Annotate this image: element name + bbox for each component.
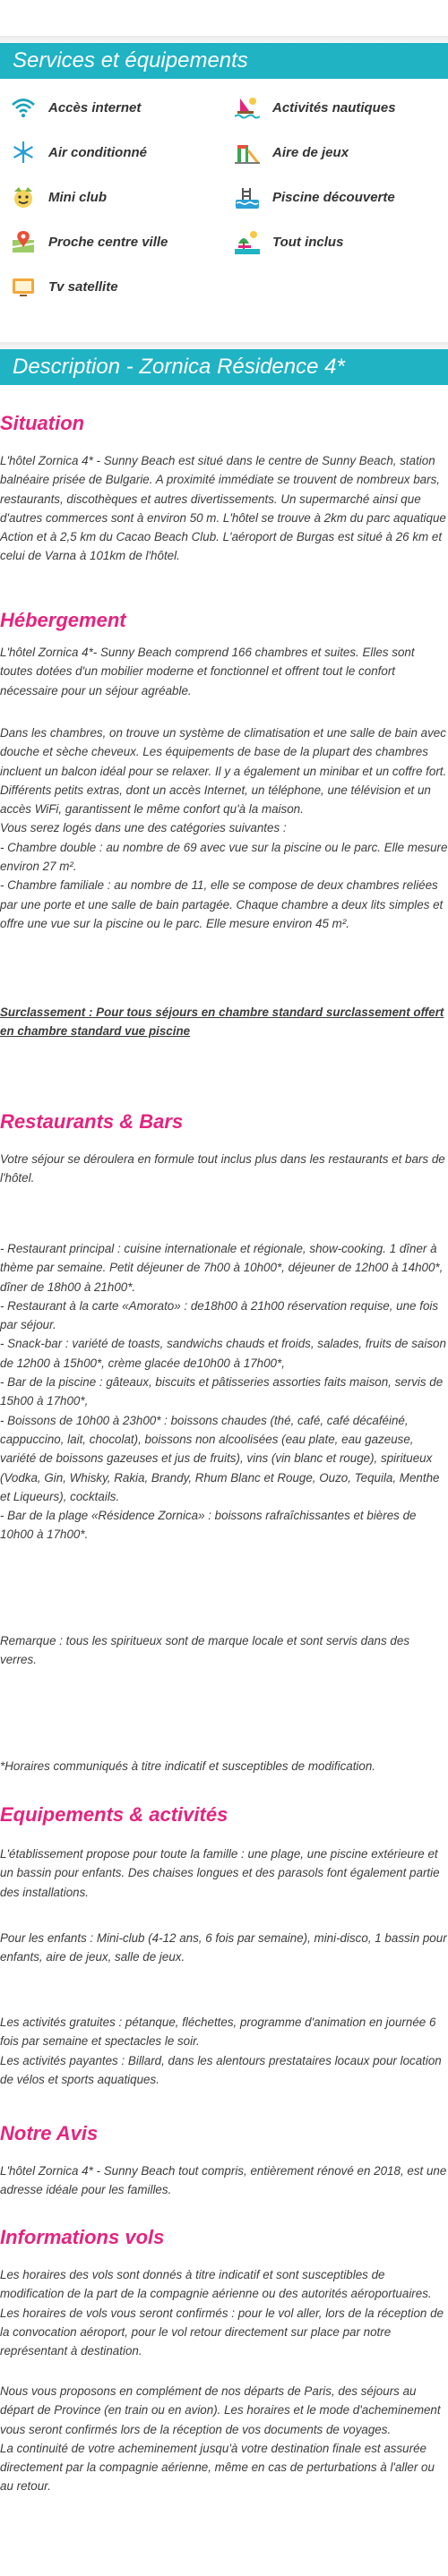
heading-situation: Situation bbox=[0, 412, 85, 434]
wifi-icon bbox=[11, 95, 36, 120]
mini-club-icon bbox=[11, 184, 36, 210]
service-item-all-inclusive: Tout inclus bbox=[235, 224, 343, 260]
paragraph-province-departures: Nous vous proposons en complément de nos départs de Paris, des séjours au départ de Province (en train ou en avion). Les horaires et le mode d'acheminement vous seront confirmés lors de la réception de vos documents de voyages. La continuité de votre acheminement jusqu'à votre destination finale est assurée directement par la compagnie aérienne, même en cas de perturbations à l'aller ou au retour. bbox=[0, 2384, 441, 2494]
map-pin-icon bbox=[11, 229, 36, 254]
service-item-nautical: Activités nautiques bbox=[235, 90, 396, 125]
heading-restaurants: Restaurants & Bars bbox=[0, 1110, 184, 1133]
paragraph-flight-times: Les horaires des vols sont donnés à titre indicatif et sont susceptibles de modification de la part de la compagnie aérienne ou des autorités aéroportuaires. Les horaires de vols vous seront confirmés : pour le vol aller, lors de la réception de la convocation aéroport, pour le vol retour directement sur place par notre représentant à destination. bbox=[0, 2268, 444, 2358]
service-item-city-center: Proche centre ville bbox=[11, 224, 168, 260]
service-item-internet: Accès internet bbox=[11, 90, 141, 125]
pool-icon bbox=[235, 184, 260, 210]
service-item-satellite-tv: Tv satellite bbox=[11, 269, 118, 304]
paragraph-hours-note: *Horaires communiqués à titre indicatif et susceptibles de modification. bbox=[0, 1759, 376, 1773]
heading-notre-avis: Notre Avis bbox=[0, 2122, 99, 2144]
paragraph-equipements-family: L'établissement propose pour toute la famille : une plage, une piscine extérieure et un bassin pour enfants. Des chaises longues et des parasols font également partie des installations. bbox=[0, 1847, 440, 1899]
nautical-activities-icon bbox=[235, 95, 260, 120]
all-inclusive-icon bbox=[235, 229, 260, 254]
upgrade-offer: Surclassement : Pour tous séjours en chambre standard surclassement offert en chambre standard vue piscine bbox=[0, 1006, 444, 1039]
tv-icon bbox=[11, 274, 36, 299]
service-item-playground: Aire de jeux bbox=[235, 134, 349, 170]
service-item-mini-club: Mini club bbox=[11, 179, 107, 215]
heading-informations-vols: Informations vols bbox=[0, 2226, 165, 2248]
paragraph-hebergement-intro: L'hôtel Zornica 4*- Sunny Beach comprend 166 chambres et suites. Elles sont toutes dotées d'un mobilier moderne et fonctionnel et offrent tout le confort nécessaire pour un séjour agréable. bbox=[0, 646, 415, 697]
paragraph-activities: Les activités gratuites : pétanque, fléchettes, programme d'animation en journée 6 fois par semaine et spectacles le soir. Les activités payantes : Billard, dans les alentours prestataires locaux pour location de vélos et sports aquatiques. bbox=[0, 2015, 442, 2086]
paragraph-hebergement-rooms: Dans les chambres, on trouve un système de climatisation et une salle de bain avec douche et sèche cheveux. Les équipements de base de la plupart des chambres incluent un balcon idéal pour se relaxer. Il y a également un minibar et un coffre fort. Différents petits extras, dont un accès Internet, un téléphone, une télévision et un accès WiFi, garantissent le même confort qu'à la maison. Vous serez logés dans une des catégories suivantes : - Chambre double : au nombre de 69 avec vue sur la piscine ou le parc. Elle mesure environ 27 m². - Chambre familiale : au nombre de 11, elle se compose de deux chambres reliées par une porte et une salle de bain partagée. Chaque chambre a deux lits simples et offre une vue sur la piscine ou le parc. Elle mesure environ 45 m². bbox=[0, 726, 448, 930]
heading-equipements: Equipements & activités bbox=[0, 1803, 228, 1826]
playground-icon bbox=[235, 140, 260, 165]
description-section-title: Description - Zornica Résidence 4* bbox=[0, 349, 448, 385]
paragraph-situation: L'hôtel Zornica 4* - Sunny Beach est situé dans le centre de Sunny Beach, station balnéaire prisée de Bulgarie. A proximité immédiate se trouvent de nombreux bars, restaurants, discothèques et autres divertissements. Un supermarché ainsi que d'autres commerces sont à environ 50 m. L'hôtel se trouve à 2km du parc aquatique Action et à 2,5 km du Cacao Beach Club. L'aéroport de Burgas est situé à 26 km et celui de Varna à 101km de l'hôtel. bbox=[0, 454, 446, 563]
paragraph-restaurants-intro: Votre séjour se déroulera en formule tout inclus plus dans les restaurants et bars de l'hôtel. bbox=[0, 1152, 445, 1185]
snowflake-icon bbox=[11, 140, 36, 165]
paragraph-notre-avis: L'hôtel Zornica 4* - Sunny Beach tout compris, entièrement rénové en 2018, est une adresse idéale pour les familles. bbox=[0, 2164, 447, 2197]
paragraph-equipements-kids: Pour les enfants : Mini-club (4-12 ans, 6 fois par semaine), mini-disco, 1 bassin pour enfants, aire de jeux, salle de jeux. bbox=[0, 1931, 447, 1964]
paragraph-spirits-remark: Remarque : tous les spiritueux sont de marque locale et sont servis dans des verres. bbox=[0, 1634, 410, 1667]
service-item-air-conditioning: Air conditionné bbox=[11, 134, 147, 170]
services-section-title: Services et équipements bbox=[0, 43, 448, 79]
service-item-pool: Piscine découverte bbox=[235, 179, 395, 215]
heading-hebergement: Hébergement bbox=[0, 609, 126, 631]
restaurants-list: - Restaurant principal : cuisine internationale et régionale, show-cooking. 1 dîner à thème par semaine. Petit déjeuner de 7h00 à 10h00*, déjeuner de 12h00 à 14h00*, dîner de 18h00 à 21h00*. - Restaurant à la carte «Amorato» : de18h00 à 21h00 réservation requise, une fois par séjour. - Snack-bar : variété de toasts, sandwichs chauds et froids, salades, fruits de saison de 12h00 à 15h00*, crème glacée de10h00 à 17h00*, - Bar de la piscine : gâteaux, biscuits et pâtisseries assorties faits maison, servis de 15h00 à 17h00*, - Boissons de 10h00 à 23h00* : boissons chaudes (thé, café, café décaféiné, cappuccino, lait, chocolat), boissons non alcoolisées (eau plate, eau gazeuse, variété de boissons gazeuses et jus de fruits), vins (vin blanc et rouge), spiritueux (Vodka, Gin, Whisky, Rakia, Brandy, Rhum Blanc et Rouge, Ouzo, Tequila, Menthe et Liqueurs), cocktails. - Bar de la plage «Résidence Zornica» : boissons rafraîchissantes et bières de 10h00 à 17h00*. bbox=[0, 1242, 446, 1542]
